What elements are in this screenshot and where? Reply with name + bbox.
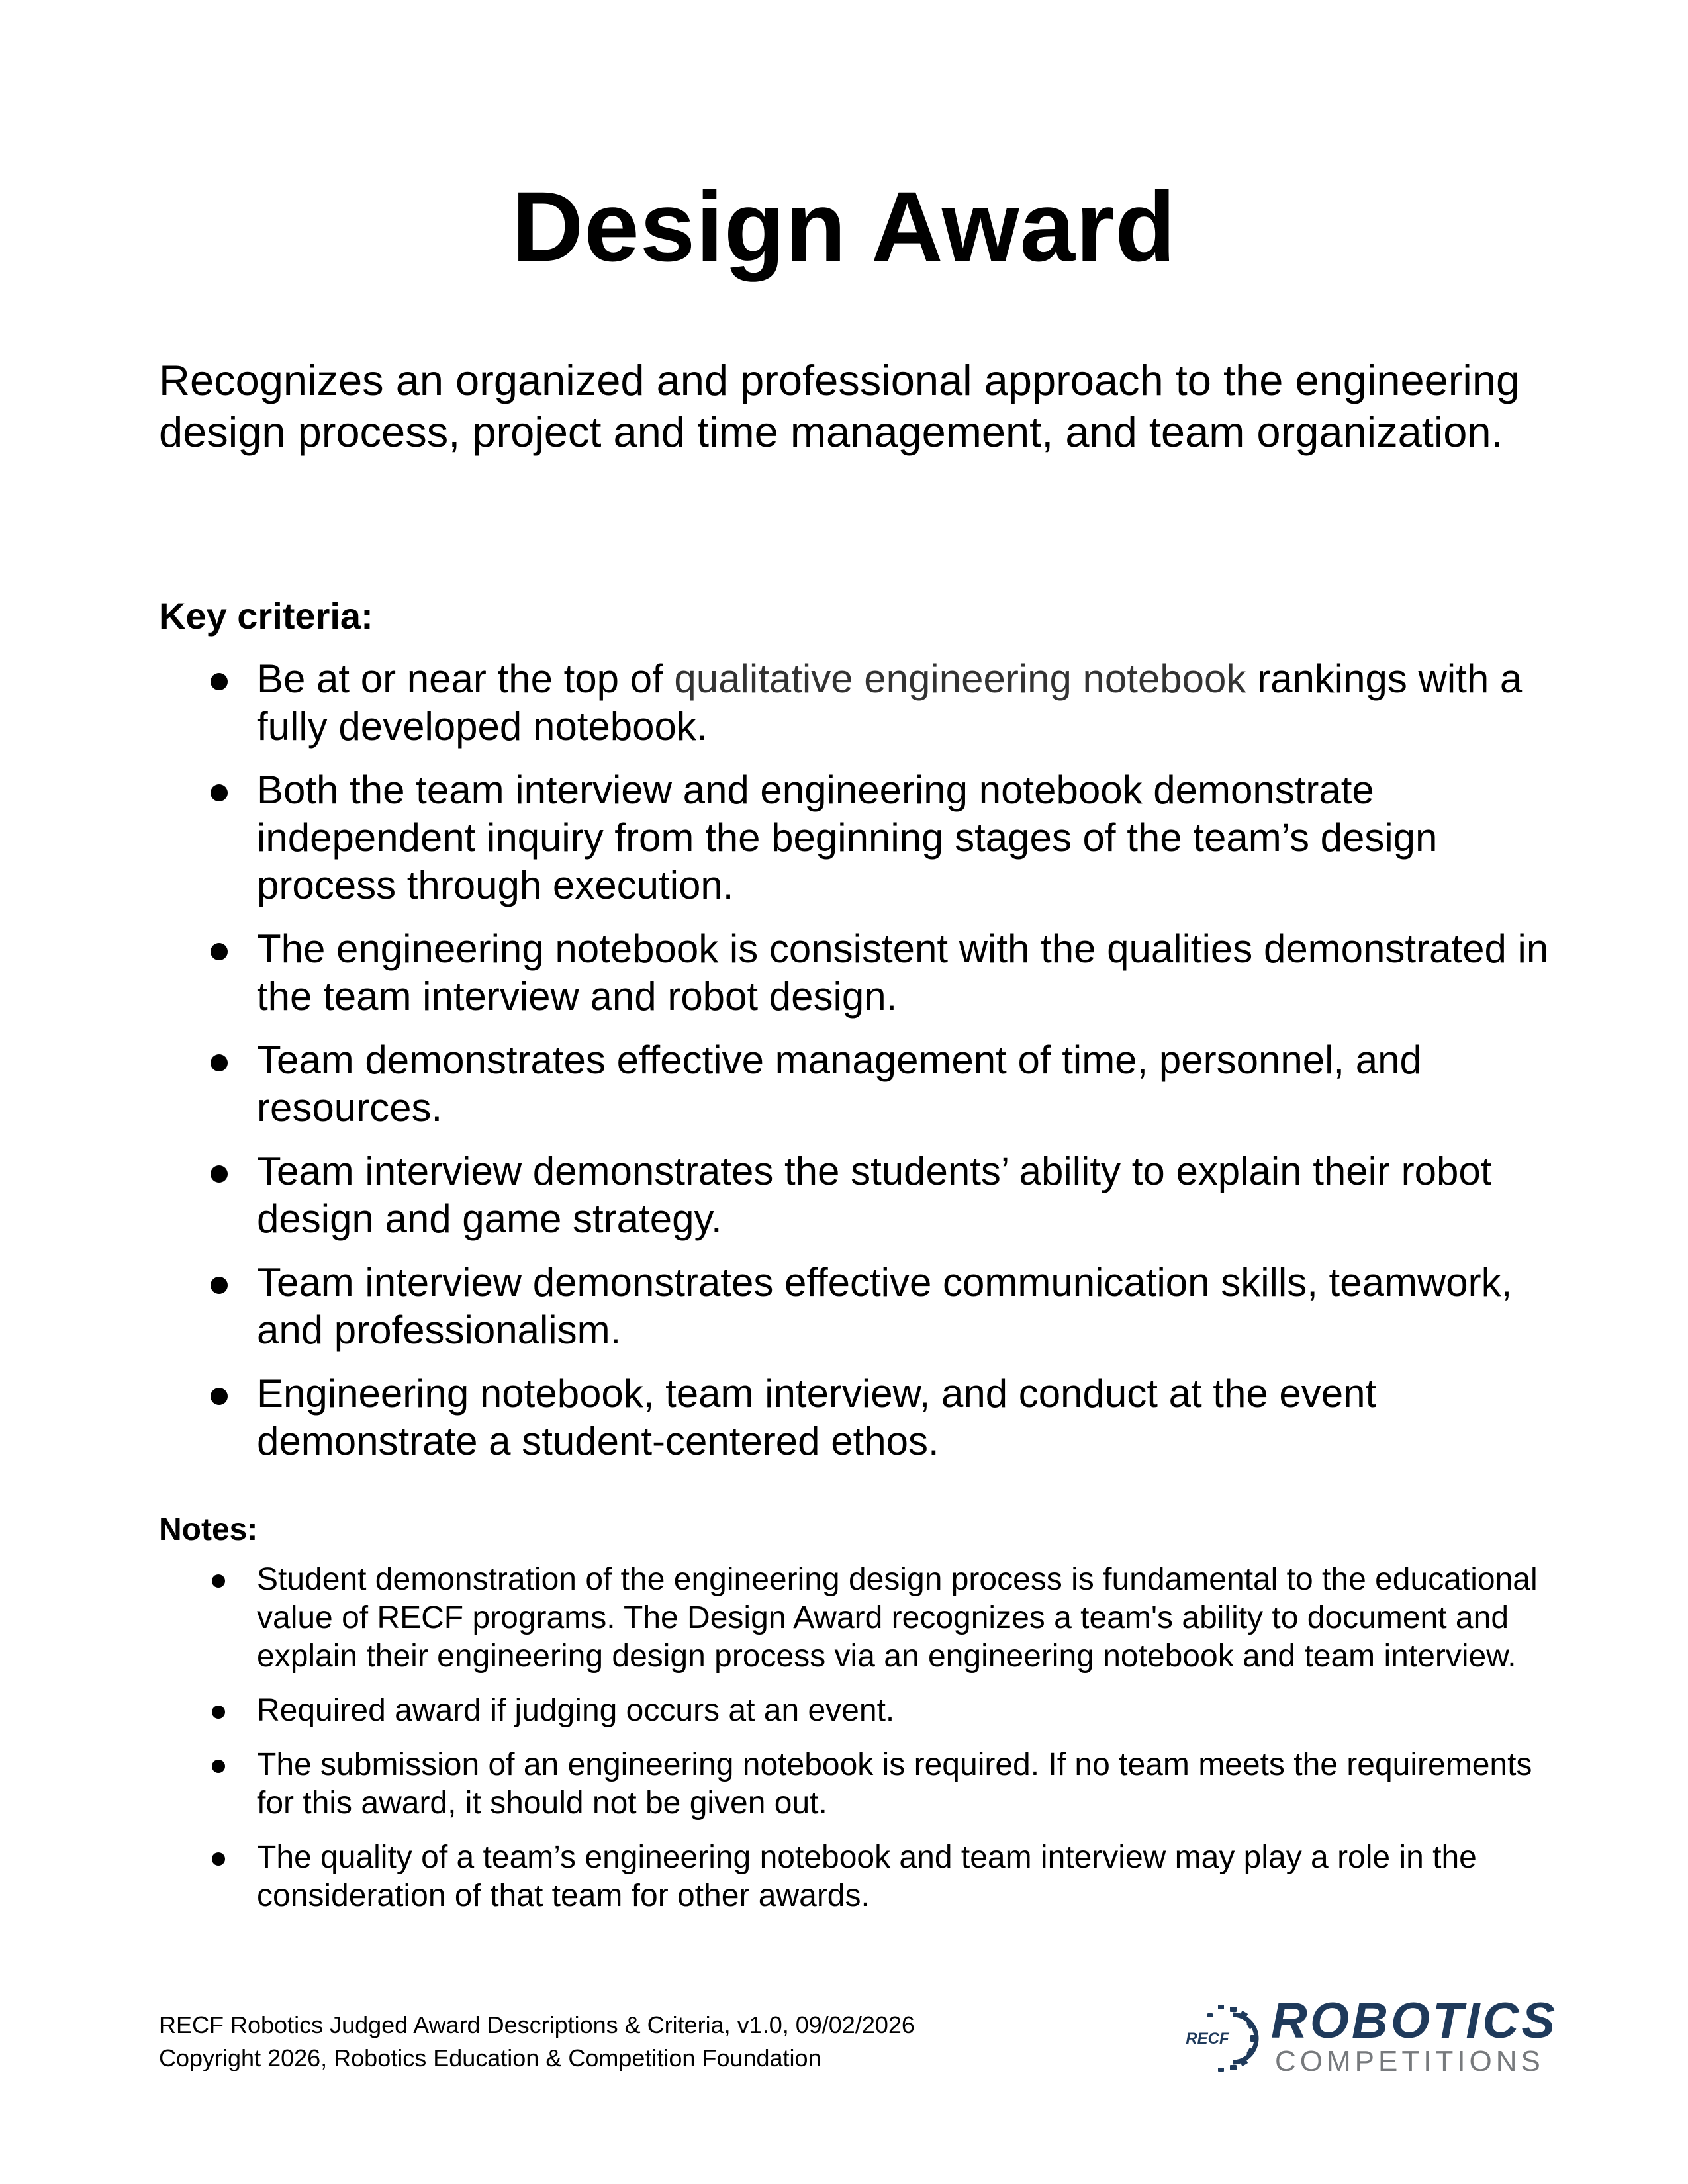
- footer-copyright: Copyright 2026, Robotics Education & Competition Foundation: [159, 2044, 821, 2071]
- criteria-text: Team interview demonstrates the students’ ability to explain their robot design and game strategy.: [257, 1149, 1492, 1241]
- note-text: The submission of an engineering notebook is required. If no team meets the requirements for this award, it should not be given out.: [257, 1747, 1532, 1821]
- bullet-icon: [211, 1165, 228, 1183]
- criteria-item: [159, 1370, 1556, 1465]
- note-item: [159, 1692, 1556, 1730]
- criteria-item: [159, 766, 1556, 909]
- footer: [159, 2009, 915, 2075]
- note-text: Required award if judging occurs at an event.: [257, 1693, 895, 1728]
- award-summary: Recognizes an organized and professional approach to the engineering design process, project and time management, and team organization.: [159, 356, 1521, 456]
- note-item: [159, 1746, 1556, 1823]
- logo-competitions-text: COMPETITIONS: [1275, 2045, 1544, 2077]
- criteria-text: Team interview demonstrates effective communication skills, teamwork, and professionalism.: [257, 1260, 1513, 1352]
- criteria-item: [159, 1148, 1556, 1243]
- bullet-icon: [211, 784, 228, 801]
- bullet-icon: [211, 1277, 228, 1294]
- bullet-icon: [211, 943, 228, 960]
- note-item: [159, 1561, 1556, 1676]
- page-title: Design Award: [512, 171, 1176, 282]
- notes-list: [159, 1561, 1556, 1931]
- bullet-icon: [212, 1852, 225, 1866]
- bullet-icon: [211, 1054, 228, 1071]
- bullet-icon: [211, 673, 228, 690]
- note-text: Student demonstration of the engineering design process is fundamental to the educational value of RECF programs. The Design Award recognizes a team's ability to document and explain their engineering design process via an engineering notebook and team interview.: [257, 1562, 1538, 1674]
- criteria-text: Both the team interview and engineering notebook demonstrate independent inquiry from the beginning stages of the team’s design process through execution.: [257, 768, 1438, 907]
- criteria-item: [159, 655, 1556, 751]
- criteria-text: Engineering notebook, team interview, and conduct at the event demonstrate a student-centered ethos.: [257, 1371, 1377, 1463]
- bullet-icon: [212, 1574, 225, 1588]
- criteria-item: [159, 1259, 1556, 1354]
- criteria-text: Team demonstrates effective management of time, personnel, and resources.: [257, 1038, 1422, 1130]
- criteria-highlight-text: qualitative engineering notebook: [674, 657, 1246, 701]
- bullet-icon: [212, 1706, 225, 1719]
- note-text: The quality of a team’s engineering notebook and team interview may play a role in the consideration of that team for other awards.: [257, 1840, 1477, 1913]
- criteria-text: The engineering notebook is consistent with the qualities demonstrated in the team interview and robot design.: [257, 927, 1549, 1019]
- bullet-icon: [211, 1388, 228, 1405]
- logo-robotics-text: ROBOTICS: [1271, 1993, 1558, 2049]
- key-criteria-list: [159, 655, 1556, 1481]
- note-item: [159, 1839, 1556, 1915]
- bullet-icon: [212, 1760, 225, 1773]
- criteria-text: Be at or near the top of: [257, 657, 675, 701]
- recf-gear-logo-icon: [1185, 1999, 1264, 2078]
- footer-document-info: RECF Robotics Judged Award Descriptions & Criteria, v1.0, 09/02/2026: [159, 2011, 915, 2038]
- key-criteria-heading: Key criteria:: [159, 595, 373, 637]
- notes-heading: Notes:: [159, 1512, 258, 1547]
- robotics-competitions-logo: [1185, 1993, 1558, 2078]
- criteria-item: [159, 925, 1556, 1021]
- recf-mark-text: RECF: [1186, 2030, 1229, 2048]
- criteria-item: [159, 1036, 1556, 1132]
- criteria-text: rankings with a fully developed notebook.: [257, 657, 1523, 749]
